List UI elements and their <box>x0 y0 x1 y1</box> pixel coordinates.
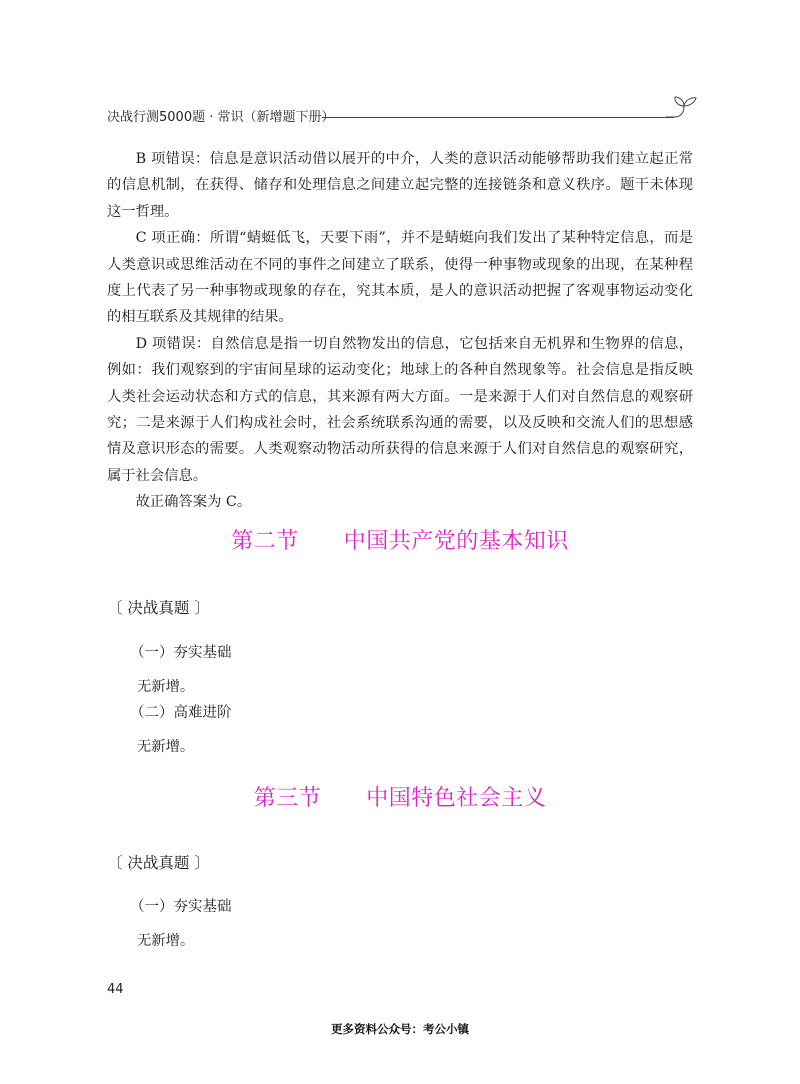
exam-questions-title: 〔 决战真题 〕 <box>107 854 210 872</box>
no-additions-text: 无新增。 <box>137 933 195 949</box>
section-heading-2: 第二节 中国共产党的基本知识 <box>231 529 569 554</box>
subsection-advanced: （二）高难进阶 <box>130 705 232 721</box>
exam-questions-title: 〔 决战真题 〕 <box>107 599 210 617</box>
header-rule <box>322 117 674 118</box>
subsection-basics: （一）夯实基础 <box>130 899 232 915</box>
no-additions-text: 无新增。 <box>137 739 195 755</box>
page-number: 44 <box>107 982 124 997</box>
section-heading-3: 第三节 中国特色社会主义 <box>253 786 547 811</box>
paragraph-answer: 故正确答案为 C。 <box>135 494 252 511</box>
paragraph-option-d: D 项错误：自然信息是指一切自然物发出的信息，它包括来自无机界和生物界的信息，例如：我们观察到的宇宙间星球的运动变化；地球上的各种自然现象等。社会信息是指反映人类社会运动状态和方式的信息，其来源有两大方面。一是来源于人们对自然信息的观察研究；二是来源于人们构成社会时，社会系统联系沟通的需要，以及反映和交流人们的思想感情及意识形态的需要。人类观察动物活动所获得的信息来源于人们对自然信息的观察研究，属于社会信息。 <box>107 335 693 484</box>
paragraph-option-c: C 项正确：所谓“蜻蜓低飞，天要下雨”，并不是蜻蜓向我们发出了某种特定信息，而是人类意识或思维活动在不同的事件之间建立了联系，使得一种事物或现象的出现，在某种程度上代表了另一种事物或现象的存在，究其本质，是人的意识活动把握了客观事物运动变化的相互联系及其规律的结果。 <box>107 230 693 326</box>
subsection-basics: （一）夯实基础 <box>130 645 232 661</box>
header-title: 决战行测5000题 · 常识（新增题下册） <box>107 110 335 125</box>
footer-note: 更多资料公众号：考公小镇 <box>331 1022 469 1036</box>
paragraph-option-b: B 项错误：信息是意识活动借以展开的中介，人类的意识活动能够帮助我们建立起正常的信息机制，在获得、储存和处理信息之间建立起完整的连接链条和意义秩序。题干未体现这一哲理。 <box>107 151 693 220</box>
answer-explanation <box>107 146 693 516</box>
no-additions-text: 无新增。 <box>137 679 195 695</box>
sprout-icon <box>664 94 704 124</box>
